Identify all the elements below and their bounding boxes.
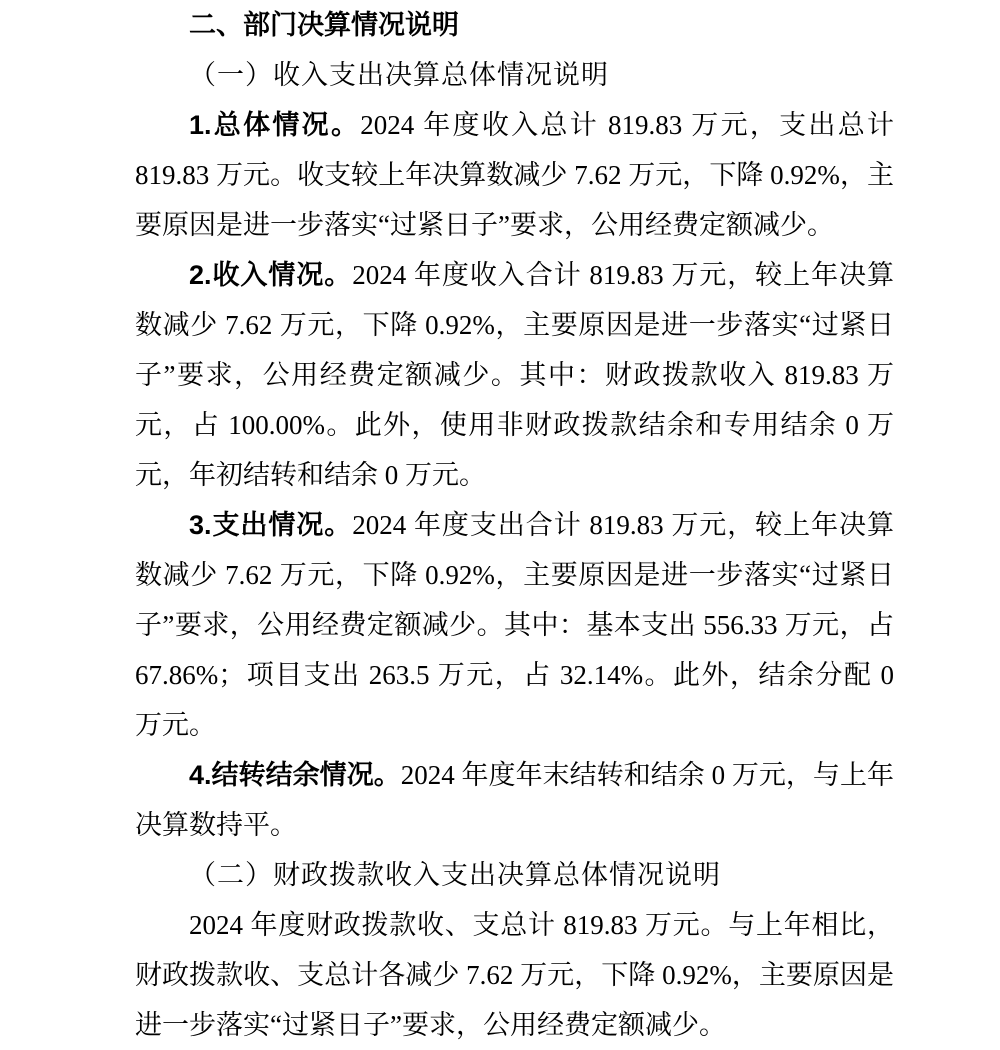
paragraph-overview-lead: 1.总体情况。 bbox=[189, 110, 361, 140]
paragraph-income-text: 2024 年度收入合计 819.83 万元，较上年决算数减少 7.62 万元，下降 0.92%，主要原因是进一步落实“过紧日子”要求，公用经费定额减少。其中：财政拨款收入 819.83 万元，占 100.00%。此外，使用非财政拨款结余和专用结余 0 万元，年初结转和结余 0 万元。 bbox=[135, 260, 894, 490]
paragraph-income bbox=[135, 250, 894, 500]
paragraph-fiscal-appropriation-text: 2024 年度财政拨款收、支总计 819.83 万元。与上年相比，财政拨款收、支总计各减少 7.62 万元，下降 0.92%，主要原因是进一步落实“过紧日子”要求，公用经费定额减少。 bbox=[135, 910, 894, 1040]
paragraph-carryover-lead: 4.结转结余情况。 bbox=[189, 760, 401, 790]
paragraph-overview bbox=[135, 100, 894, 250]
paragraph-overview-text: 2024 年度收入总计 819.83 万元，支出总计 819.83 万元。收支较上年决算数减少 7.62 万元，下降 0.92%，主要原因是进一步落实“过紧日子”要求，公用经费定额减少。 bbox=[135, 110, 894, 240]
paragraph-carryover bbox=[135, 750, 894, 850]
paragraph-fiscal-appropriation bbox=[135, 900, 894, 1050]
paragraph-expenditure-text: 2024 年度支出合计 819.83 万元，较上年决算数减少 7.62 万元，下降 0.92%，主要原因是进一步落实“过紧日子”要求，公用经费定额减少。其中：基本支出 556.33 万元，占 67.86%；项目支出 263.5 万元，占 32.14%。此外，结余分配 0 万元。 bbox=[135, 510, 894, 740]
paragraph-carryover-text: 2024 年度年末结转和结余 0 万元，与上年决算数持平。 bbox=[135, 760, 894, 840]
paragraph-expenditure-lead: 3.支出情况。 bbox=[189, 510, 353, 540]
subsection-heading-1: （一）收入支出决算总体情况说明 bbox=[189, 60, 609, 90]
subsection-heading-2: （二）财政拨款收入支出决算总体情况说明 bbox=[189, 860, 721, 890]
paragraph-income-lead: 2.收入情况。 bbox=[189, 260, 353, 290]
section-heading: 二、部门决算情况说明 bbox=[189, 10, 459, 40]
paragraph-expenditure bbox=[135, 500, 894, 750]
